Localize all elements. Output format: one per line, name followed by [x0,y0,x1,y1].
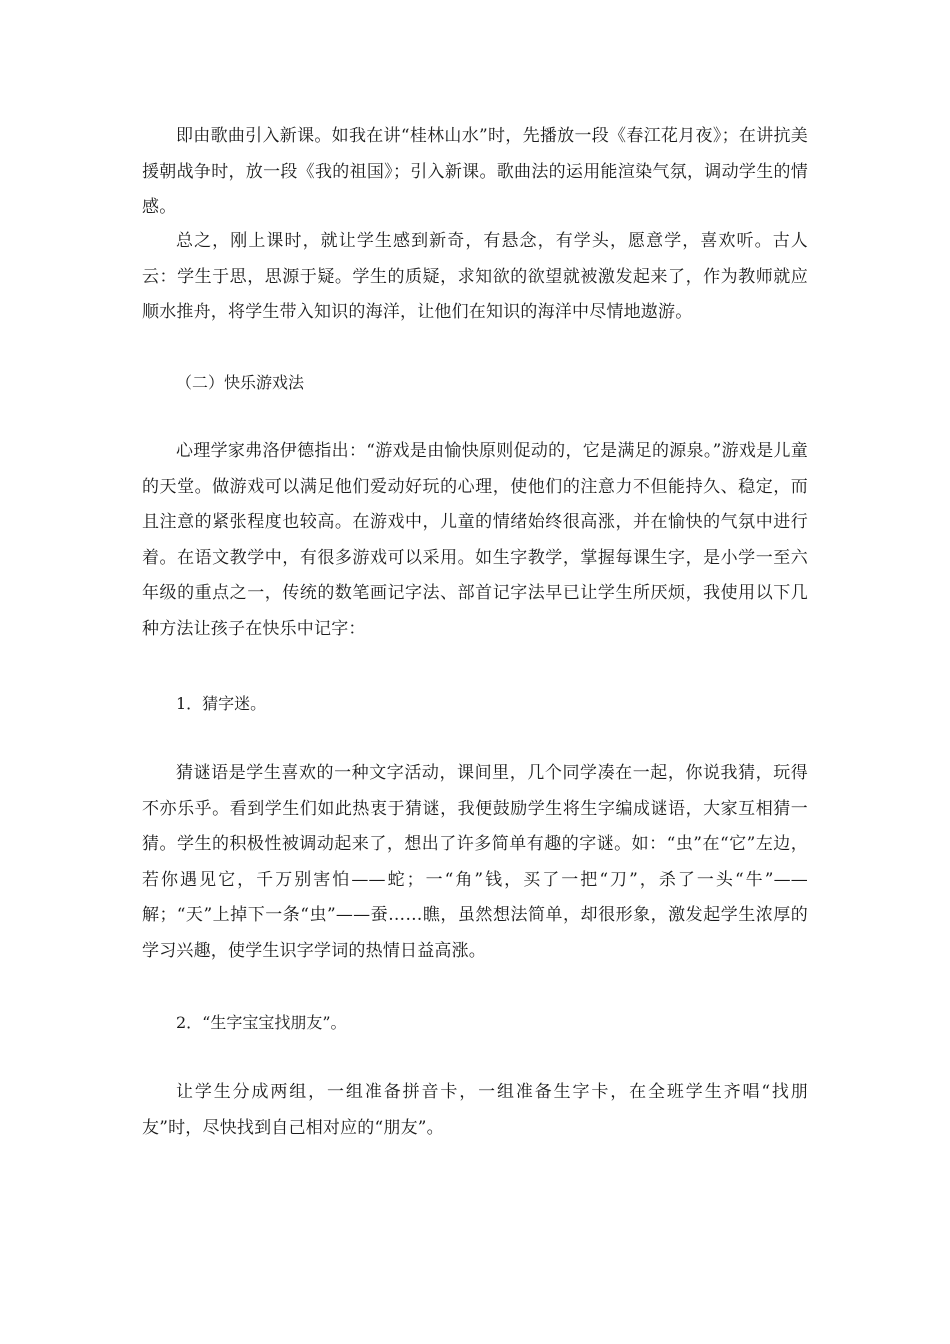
subheading-riddle: 1．猜字迷。 [176,694,267,713]
paragraph-song-intro: 即由歌曲引入新课。如我在讲“桂林山水”时，先播放一段《春江花月夜》；在讲抗美援朝战争时，放一段《我的祖国》；引入新课。歌曲法的运用能渲染气氛，调动学生的情感。 [142,126,808,217]
paragraph-find-friends: 让学生分成两组，一组准备拼音卡，一组准备生字卡，在全班学生齐唱“找朋友”时，尽快找到自己相对应的“朋友”。 [142,1082,808,1138]
section-heading-game-method: （二）快乐游戏法 [176,373,305,392]
subheading-find-friends: 2．“生字宝宝找朋友”。 [176,1013,347,1032]
paragraph-freud-quote: 心理学家弗洛伊德指出：“游戏是由愉快原则促动的，它是满足的源泉。”游戏是儿童的天堂。做游戏可以满足他们爱动好玩的心理，使他们的注意力不但能持久、稳定，而且注意的紧张程度也较高。在游戏中，儿童的情绪始终很高涨，并在愉快的气氛中进行着。在语文教学中，有很多游戏可以采用。如生字教学，掌握每课生字，是小学一至六年级的重点之一，传统的数笔画记字法、部首记字法早已让学生所厌烦，我使用以下几种方法让孩子在快乐中记字： [142,441,808,639]
paragraph-summary: 总之，刚上课时，就让学生感到新奇，有悬念，有学头，愿意学，喜欢听。古人云：学生于思，思源于疑。学生的质疑，求知欲的欲望就被激发起来了，作为教师就应顺水推舟，将学生带入知识的海洋，让他们在知识的海洋中尽情地遨游。 [142,231,808,322]
paragraph-riddle: 猜谜语是学生喜欢的一种文字活动，课间里，几个同学凑在一起，你说我猜，玩得不亦乐乎。看到学生们如此热衷于猜谜，我便鼓励学生将生字编成谜语，大家互相猜一猜。学生的积极性被调动起来了，想出了许多简单有趣的字谜。如：“虫”在“它”左边，若你遇见它，千万别害怕——蛇；一“角”钱，买了一把“刀”，杀了一头“牛”——解；“天”上掉下一条“虫”——蚕……瞧，虽然想法简单，却很形象，激发起学生浓厚的学习兴趣，使学生识字学词的热情日益高涨。 [142,763,808,961]
